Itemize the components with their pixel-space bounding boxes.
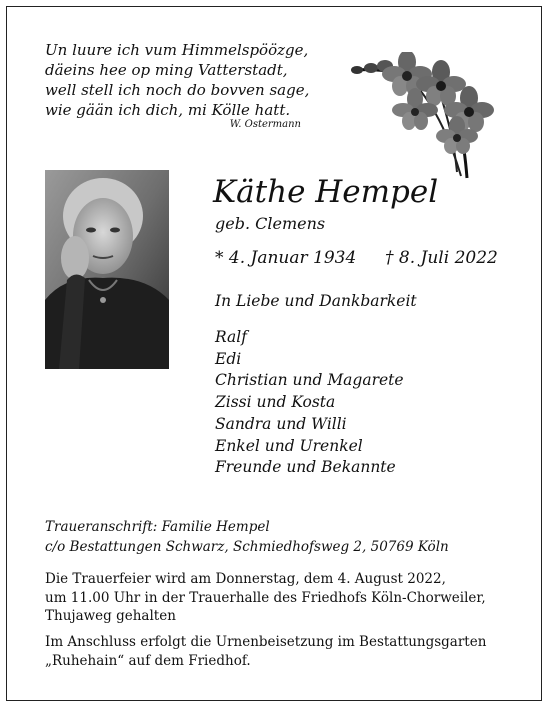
funeral-ceremony-info bbox=[45, 570, 515, 626]
deceased-name: Käthe Hempel bbox=[213, 174, 439, 210]
maiden-name: geb. Clemens bbox=[215, 214, 326, 233]
birth-date: * 4. Januar 1934 bbox=[215, 248, 357, 268]
address-line: c/o Bestattungen Schwarz, Schmiedhofsweg 2, 50769 Köln bbox=[45, 539, 449, 555]
mourner-name: Edi bbox=[215, 349, 242, 368]
ceremony-line: Die Trauerfeier wird am Donnerstag, dem 4. August 2022, bbox=[45, 571, 446, 587]
ceremony-line: Thujaweg gehalten bbox=[45, 608, 176, 624]
poem-line: well stell ich noch do bovven sage, bbox=[45, 81, 310, 99]
mourner-name: Zissi und Kosta bbox=[215, 393, 336, 412]
mourner-name: Sandra und Willi bbox=[215, 414, 347, 433]
poem-author: W. Ostermann bbox=[229, 119, 301, 130]
mourner-name: Ralf bbox=[215, 328, 247, 346]
portrait-photo bbox=[45, 170, 169, 369]
mourner-name: Freunde und Bekannte bbox=[215, 458, 396, 477]
poem-line: wie gään ich dich, mi Kölle hatt. bbox=[45, 101, 291, 119]
mourner-name: Enkel und Urenkel bbox=[215, 436, 363, 455]
mourner-name: Christian und Magarete bbox=[215, 371, 404, 390]
orchid-flower-icon bbox=[345, 52, 505, 180]
urn-burial-info bbox=[45, 633, 515, 670]
poem bbox=[45, 40, 315, 120]
mourners-list bbox=[215, 327, 404, 479]
ceremony-line: um 11.00 Uhr in der Trauerhalle des Friedhofs Köln-Chorweiler, bbox=[45, 589, 486, 606]
mourning-address bbox=[45, 517, 449, 557]
death-date: † 8. Juli 2022 bbox=[385, 248, 498, 268]
burial-line: „Ruhehain“ auf dem Friedhof. bbox=[45, 652, 251, 669]
poem-line: Un luure ich vum Himmelspöözge, bbox=[45, 41, 309, 59]
address-line: Traueranschrift: Familie Hempel bbox=[45, 519, 270, 535]
life-dates bbox=[215, 248, 515, 268]
poem-line: däeins hee op ming Vatterstadt, bbox=[45, 61, 288, 79]
burial-line: Im Anschluss erfolgt die Urnenbeisetzung im Bestattungsgarten bbox=[45, 634, 487, 650]
mourners-intro: In Liebe und Dankbarkeit bbox=[215, 292, 417, 310]
